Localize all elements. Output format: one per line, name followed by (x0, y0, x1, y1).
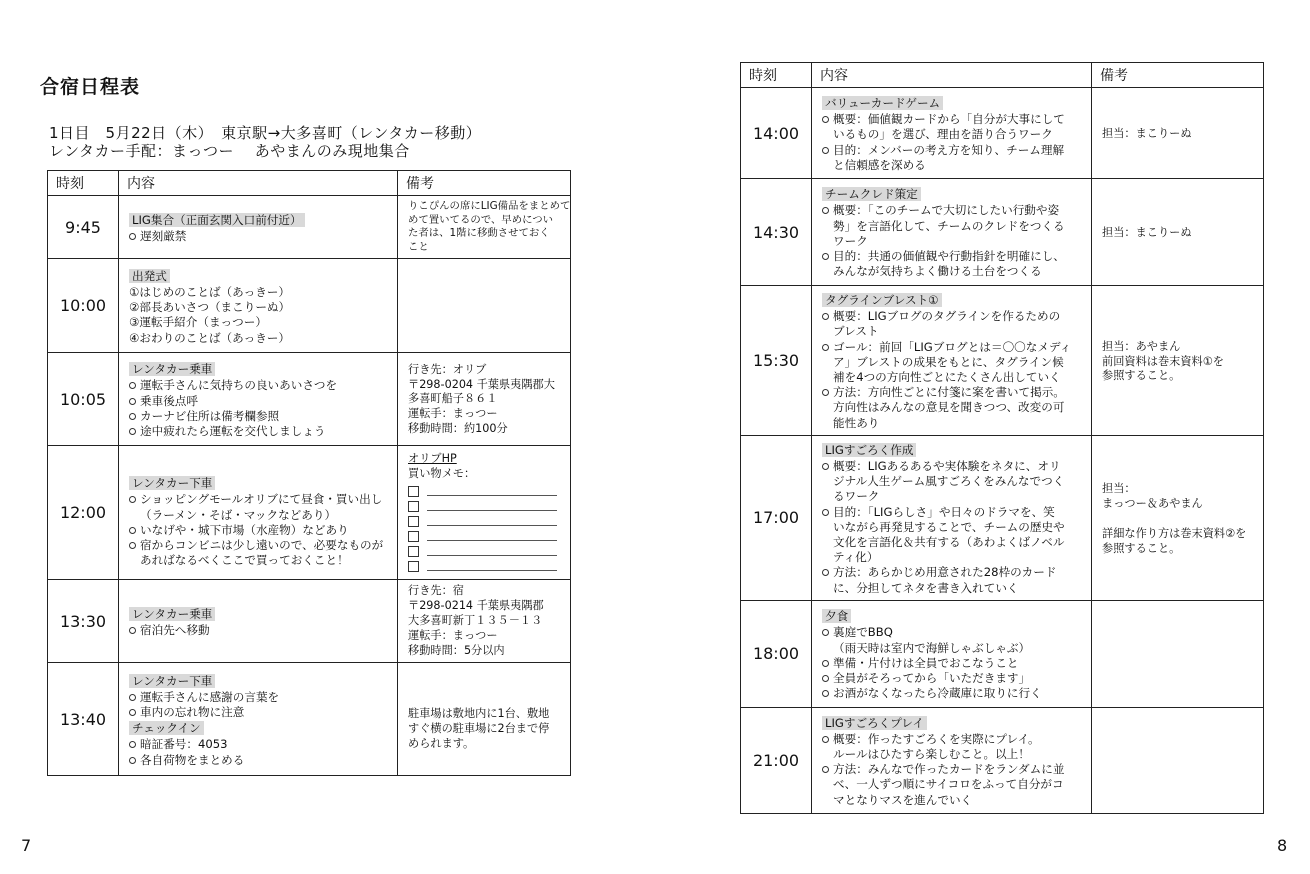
memo-checkbox[interactable] (408, 561, 419, 572)
note-line: 移動時間：約100分 (408, 422, 508, 436)
note-line: 担当： (1102, 482, 1136, 496)
note-line: すぐ横の駐車場に2台まで停 (408, 721, 550, 735)
row-note (398, 259, 571, 353)
table-row (741, 286, 1264, 436)
table-row (48, 580, 571, 663)
note-line: 〒298-0214 千葉県夷隅郡 (408, 599, 544, 613)
row-time: 17:00 (741, 436, 812, 601)
time-header: 時刻 (48, 171, 119, 196)
bullet-continuation: いながら再発見することで、チームの歴史や (833, 519, 1065, 534)
memo-checkbox[interactable] (408, 501, 419, 512)
list-item: ④おわりのことば（あっきー） (129, 330, 290, 345)
section-tag: 夕食 (822, 609, 851, 623)
note-line: 移動時間：5分以内 (408, 643, 505, 657)
list-item: ③運転手紹介（まっつー） (129, 315, 267, 330)
memo-checkbox[interactable] (408, 531, 419, 542)
bullet-continuation: ティ化） (833, 550, 879, 565)
table-row (48, 353, 571, 446)
note-line: りこぴんの席にLIG備品をまとめて (408, 200, 571, 212)
bullet-item: カーナビ住所は備考欄参照 (129, 409, 389, 424)
row-note (1092, 600, 1264, 707)
note-line: 運転手：まっつー (408, 407, 498, 421)
row-content (119, 353, 398, 446)
bullet-item: 途中疲れたら運転を交代しましょう (129, 424, 389, 439)
bullet-item: 概要：LIGブログのタグラインを作るための (822, 309, 1083, 324)
bullet-continuation: るワーク (833, 489, 880, 504)
bullet-item: 宿からコンビニは少し遠いので、必要なものがあればなるべくここで買っておくこと！ (129, 538, 389, 568)
content-header: 内容 (812, 63, 1092, 88)
note-line: 参照すること。 (1102, 541, 1181, 555)
note-line: めて置いてるので、早めについ (408, 213, 554, 226)
bullet-continuation: 方向性はみんなの意見を聞きつつ、改変の可 (833, 400, 1065, 415)
bullet-continuation: 補を4つの方向性ごとにたくさん出していく (833, 370, 1061, 384)
note-line: 大多喜町新丁１３５－１３ (408, 613, 543, 627)
note-line: 多喜町船子８６１ (408, 392, 498, 406)
bullet-item: 車内の忘れ物に注意 (129, 705, 389, 720)
table-row (48, 259, 571, 353)
day1-schedule-table (47, 170, 571, 776)
oliv-homepage-link[interactable]: オリブHP (408, 452, 457, 466)
page-number: 8 (1277, 836, 1288, 855)
row-time: 13:40 (48, 663, 119, 776)
memo-line[interactable] (427, 516, 557, 526)
bullet-continuation: ワーク (833, 233, 868, 248)
bullet-continuation: と信頼感を深める (833, 157, 926, 172)
section-tag: 出発式 (129, 269, 170, 283)
row-content (119, 196, 398, 259)
list-item: ②部長あいさつ（まこりーぬ） (129, 300, 291, 315)
section-tag: チェックイン (129, 721, 204, 735)
table-row (741, 88, 1264, 179)
section-tag: LIGすごろくプレイ (822, 716, 927, 730)
bullet-item: 全員がそろってから「いただきます」 (822, 671, 1083, 686)
section-tag: LIGすごろく作成 (822, 443, 916, 457)
memo-row (408, 529, 562, 544)
note-line: められます。 (408, 736, 475, 750)
table-row (741, 600, 1264, 707)
table-row (741, 179, 1264, 286)
bullet-continuation: 文化を言語化＆共有する（あわよくばノベル (833, 535, 1065, 550)
memo-checkbox[interactable] (408, 546, 419, 557)
note-header: 備考 (1092, 63, 1264, 88)
bullet-item: 暗証番号：4053 (129, 737, 389, 752)
bullet-continuation: ルールはひたすら楽しむこと。以上！ (833, 747, 1030, 762)
row-note (1092, 286, 1264, 436)
memo-line[interactable] (427, 486, 557, 496)
note-line: た者は、1階に移動させておく (408, 227, 550, 240)
section-tag: チームクレド策定 (822, 187, 921, 201)
bullet-continuation: ブレスト (833, 324, 879, 339)
note-line: 運転手：まっつー (408, 628, 498, 642)
section-tag: レンタカー乗車 (129, 362, 215, 376)
row-content (812, 88, 1092, 179)
table-row (741, 707, 1264, 813)
row-content (812, 436, 1092, 601)
bullet-item: 概要：作ったすごろくを実際にプレイ。 (822, 732, 1083, 747)
bullet-item: いなげや・城下市場（水産物）などあり (129, 523, 389, 538)
table-row (48, 196, 571, 259)
bullet-item: 乗車後点呼 (129, 394, 389, 409)
shopping-memo-list (408, 484, 562, 574)
bullet-item: 遅刻厳禁 (129, 229, 389, 244)
bullet-continuation: ジナル人生ゲーム風すごろくをみんなでつく (833, 474, 1065, 489)
bullet-item: 概要：「このチームで大切にしたい行動や姿 (822, 203, 1083, 218)
row-time: 18:00 (741, 600, 812, 707)
row-note (1092, 179, 1264, 286)
row-time: 15:30 (741, 286, 812, 436)
row-content (119, 580, 398, 663)
bullet-continuation: マとなりマスを進んでいく (833, 792, 973, 807)
bullet-item: 目的：共通の価値観や行動指針を明確にし、 (822, 249, 1083, 264)
row-time: 21:00 (741, 707, 812, 813)
bullet-continuation: 勢」を言語化して、チームのクレドをつくる (833, 218, 1065, 233)
row-note (398, 196, 571, 259)
bullet-item: 目的：「LIGらしさ」や日々のドラマを、笑 (822, 505, 1083, 520)
note-line: 行き先：宿 (408, 584, 464, 598)
day1-afternoon-schedule-table (740, 62, 1264, 814)
bullet-item: 裏庭でBBQ (822, 625, 1083, 640)
row-note (398, 663, 571, 776)
section-tag: レンタカー下車 (129, 476, 215, 490)
page-title: 合宿日程表 (40, 76, 141, 98)
car-arrangement: レンタカー手配：まっつー あやまんのみ現地集合 (49, 142, 410, 160)
page-number: 7 (21, 836, 32, 855)
section-tag: レンタカー下車 (129, 674, 215, 688)
note-line: 参照すること。 (1102, 369, 1181, 383)
row-content (119, 446, 398, 580)
bullet-item: 概要：LIGあるあるや実体験をネタに、オリ (822, 459, 1083, 474)
row-time: 14:00 (741, 88, 812, 179)
bullet-continuation: みんなが気持ちよく働ける土台をつくる (833, 264, 1042, 279)
row-time: 14:30 (741, 179, 812, 286)
note-line: 担当：まこりーぬ (1102, 226, 1192, 240)
memo-line[interactable] (427, 546, 557, 556)
note-line: 前回資料は巻末資料①を (1102, 354, 1224, 368)
note-line: 駐車場は敷地内に1台、敷地 (408, 707, 550, 721)
row-time: 10:05 (48, 353, 119, 446)
bullet-continuation: に、分担してネタを書き入れていく (833, 580, 1019, 595)
row-content (119, 259, 398, 353)
bullet-continuation: いるもの」を選び、理由を語り合うワーク (833, 127, 1053, 142)
bullet-item: 各自荷物をまとめる (129, 753, 389, 768)
row-content (119, 663, 398, 776)
table-header-row (48, 171, 571, 196)
row-time: 12:00 (48, 446, 119, 580)
row-note (1092, 88, 1264, 179)
memo-row (408, 559, 562, 574)
row-time: 9:45 (48, 196, 119, 259)
row-note (1092, 436, 1264, 601)
memo-line[interactable] (427, 501, 557, 511)
memo-row (408, 499, 562, 514)
day-heading: 1日目 5月22日（木） 東京駅→大多喜町（レンタカー移動） (49, 124, 482, 142)
section-tag: レンタカー乗車 (129, 607, 215, 621)
bullet-item: ゴール：前回「LIGブログとは＝〇〇なメディ (822, 340, 1083, 355)
memo-row (408, 484, 562, 499)
time-header: 時刻 (741, 63, 812, 88)
table-row (48, 446, 571, 580)
row-time: 13:30 (48, 580, 119, 663)
bullet-item: 運転手さんに感謝の言葉を (129, 690, 389, 705)
bullet-continuation: べ、一人ずつ順にサイコロをふって自分がコ (833, 777, 1064, 792)
memo-line[interactable] (427, 561, 557, 571)
row-content (812, 707, 1092, 813)
list-item: ①はじめのことば（あっきー） (129, 284, 290, 299)
note-line: 行き先：オリブ (408, 362, 487, 376)
note-line: まっつー＆あやまん (1102, 497, 1203, 511)
bullet-item: 運転手さんに気持ちの良いあいさつを (129, 378, 389, 393)
note-line: 担当：まこりーぬ (1102, 127, 1192, 141)
bullet-continuation: 能性あり (833, 415, 880, 430)
note-line: 〒298-0204 千葉県夷隅郡大 (408, 377, 555, 391)
row-note (1092, 707, 1264, 813)
bullet-item: 方法：みんなで作ったカードをランダムに並 (822, 762, 1083, 777)
bullet-item: お酒がなくなったら冷蔵庫に取りに行く (822, 686, 1083, 701)
memo-checkbox[interactable] (408, 516, 419, 527)
note-header: 備考 (398, 171, 571, 196)
memo-row (408, 544, 562, 559)
bullet-item: 目的：メンバーの考え方を知り、チーム理解 (822, 143, 1083, 158)
bullet-continuation: ア」ブレストの成果をもとに、タグライン候 (833, 354, 1064, 369)
row-note (398, 446, 571, 580)
table-header-row (741, 63, 1264, 88)
note-line: 担当：あやまん (1102, 339, 1181, 353)
table-row (741, 436, 1264, 601)
row-note (398, 353, 571, 446)
memo-line[interactable] (427, 531, 557, 541)
memo-label: 買い物メモ： (408, 466, 476, 480)
bullet-continuation: （雨天時は室内で海鮮しゃぶしゃぶ） (833, 640, 1031, 655)
bullet-item: 概要：価値観カードから「自分が大事にして (822, 112, 1083, 127)
bullet-item: 方法：あらかじめ用意された28枠のカード (822, 565, 1083, 580)
row-content (812, 600, 1092, 707)
note-line (1102, 512, 1255, 527)
row-content (812, 286, 1092, 436)
memo-checkbox[interactable] (408, 486, 419, 497)
table-row (48, 663, 571, 776)
section-tag: バリューカードゲーム (822, 96, 943, 110)
row-note (398, 580, 571, 663)
note-line: 詳細な作り方は巻末資料②を (1102, 526, 1247, 540)
memo-row (408, 514, 562, 529)
note-line: こと (408, 240, 429, 253)
bullet-item: 準備・片付けは全員でおこなうこと (822, 656, 1083, 671)
bullet-item: 方法：方向性ごとに付箋に案を書いて掲示。 (822, 385, 1083, 400)
row-content (812, 179, 1092, 286)
bullet-item: 宿泊先へ移動 (129, 623, 389, 638)
section-tag: LIG集合（正面玄関入口前付近） (129, 213, 305, 227)
bullet-item: ショッピングモールオリブにて昼食・買い出し（ラーメン・そば・マックなどあり） (129, 492, 389, 522)
content-header: 内容 (119, 171, 398, 196)
row-time: 10:00 (48, 259, 119, 353)
section-tag: タグラインブレスト① (822, 293, 942, 307)
